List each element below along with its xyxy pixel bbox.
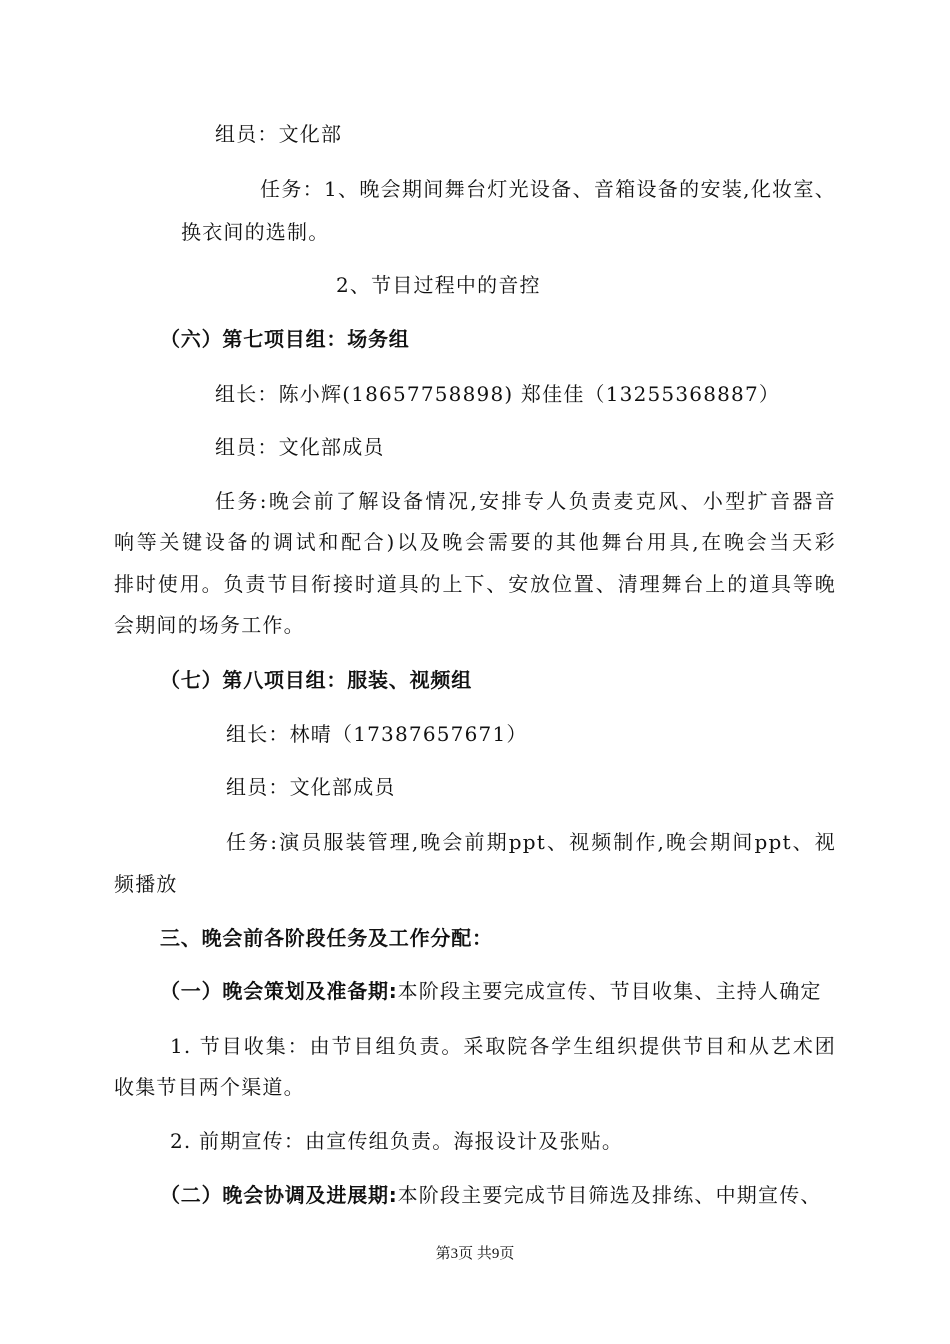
text-line: 排时使用。负责节目衔接时道具的上下、安放位置、清理舞台上的道具等晚 — [114, 572, 836, 596]
text-line: 组员：文化部成员 — [215, 435, 385, 459]
text-line: 频播放 — [114, 872, 178, 896]
text-line: 任务:晚会前了解设备情况,安排专人负责麦克风、小型扩音器音 — [215, 489, 836, 513]
text-line: 换衣间的选制。 — [181, 220, 330, 244]
subsection-heading: （一）晚会策划及准备期: — [160, 979, 398, 1003]
subsection-line — [160, 977, 822, 1005]
text-line: 2. 前期宣传：由宣传组负责。海报设计及张贴。 — [170, 1129, 624, 1153]
subsection-text: 本阶段主要完成节目筛选及排练、中期宣传、 — [397, 1183, 822, 1207]
text-line: 组员：文化部 — [215, 122, 343, 146]
section-heading: （七）第八项目组：服装、视频组 — [160, 668, 472, 692]
subsection-line — [160, 1181, 822, 1209]
subsection-heading: （二）晚会协调及进展期: — [160, 1183, 398, 1207]
text-line: 收集节目两个渠道。 — [114, 1075, 305, 1099]
page-footer: 第3页 共9页 — [435, 1246, 515, 1262]
text-line: 任务：1、晚会期间舞台灯光设备、音箱设备的安装,化妆室、 — [260, 177, 836, 201]
text-line: 组员：文化部成员 — [226, 775, 396, 799]
section-heading: （六）第七项目组：场务组 — [160, 327, 410, 351]
section-heading: 三、晚会前各阶段任务及工作分配： — [160, 926, 493, 950]
text-line: 响等关键设备的调试和配合)以及晚会需要的其他舞台用具,在晚会当天彩 — [114, 530, 836, 554]
text-line: 组长：林晴（17387657671） — [226, 722, 528, 746]
subsection-text: 本阶段主要完成宣传、节目收集、主持人确定 — [397, 979, 822, 1003]
text-line: 会期间的场务工作。 — [114, 613, 305, 637]
text-line: 组长：陈小辉(18657758898) 郑佳佳（13255368887） — [215, 382, 781, 406]
text-line: 2、节目过程中的音控 — [336, 273, 541, 297]
text-line: 1. 节目收集：由节目组负责。采取院各学生组织提供节目和从艺术团 — [170, 1034, 836, 1058]
text-line: 任务:演员服装管理,晚会前期ppt、视频制作,晚会期间ppt、视 — [226, 830, 836, 854]
